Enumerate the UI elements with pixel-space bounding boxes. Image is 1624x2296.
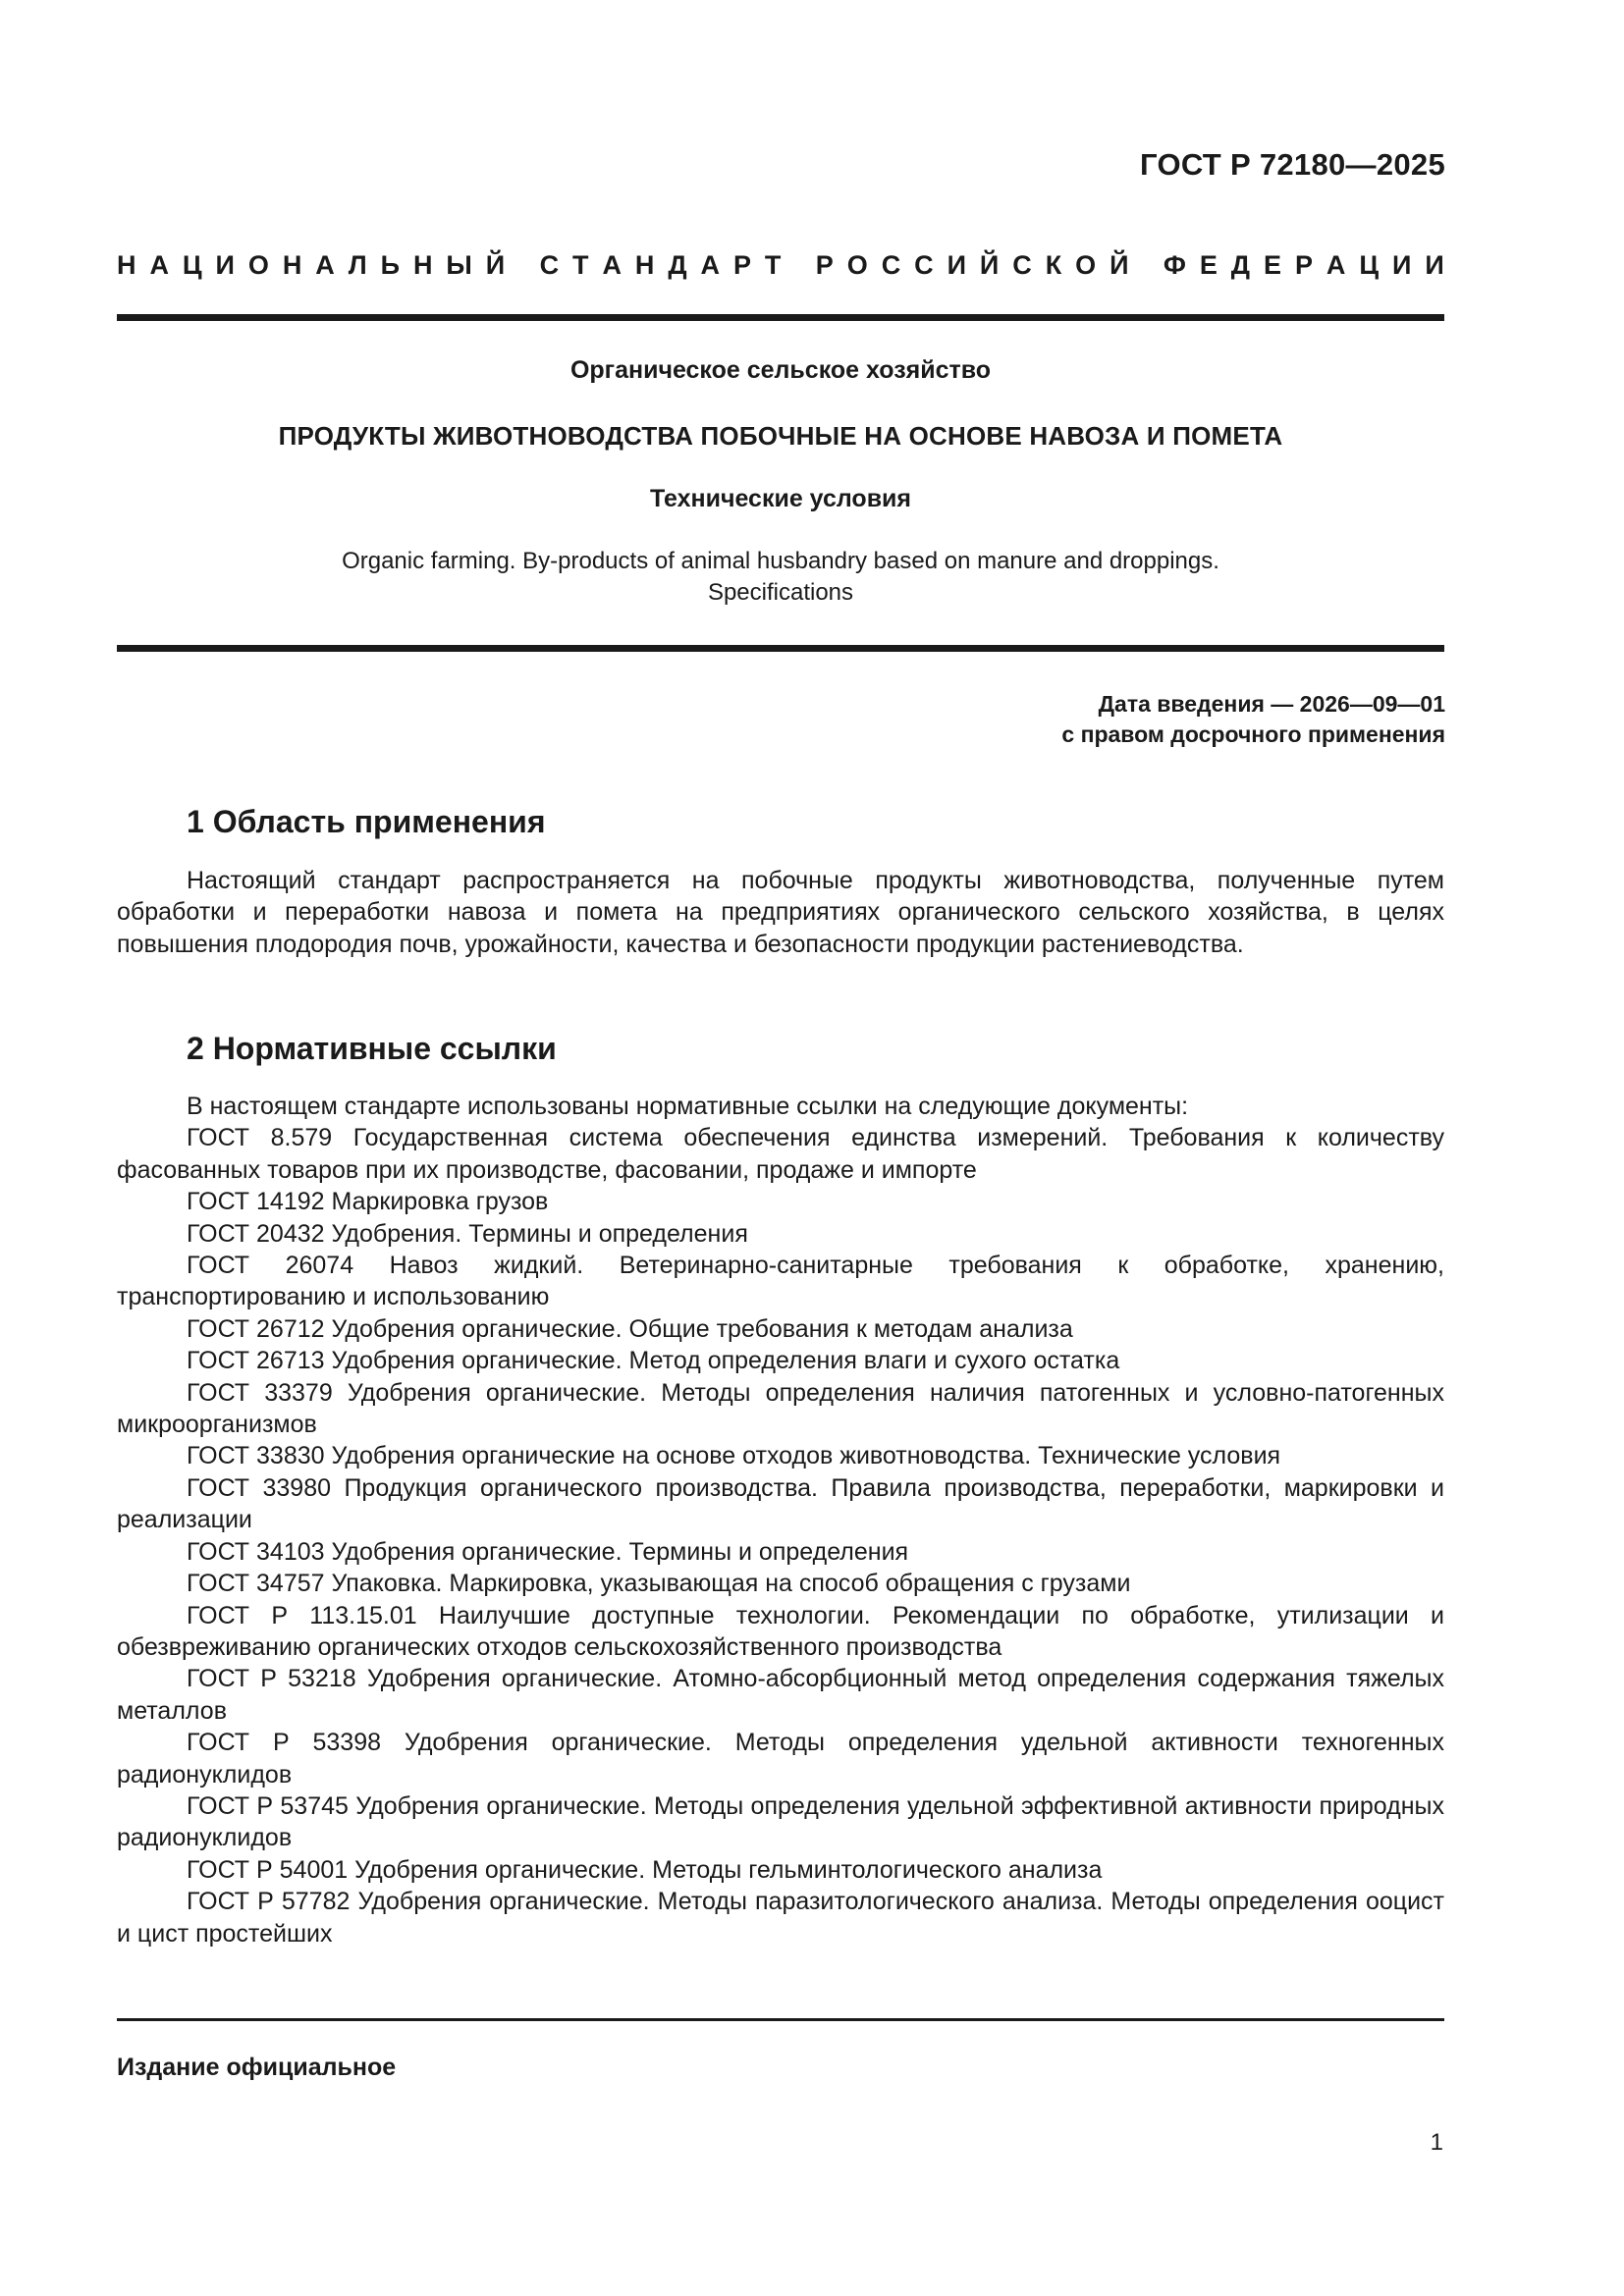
standard-type-letter: Ф [1163, 250, 1186, 280]
standard-type-letter: С [539, 250, 560, 280]
introduction-date-block [1061, 689, 1445, 750]
standard-type-letter: Р [815, 250, 834, 280]
standard-type-letter: А [1326, 250, 1346, 280]
standard-type-letter: Р [732, 250, 751, 280]
section-2-body [117, 1091, 1444, 1949]
standard-type-letter: Д [1230, 250, 1251, 280]
standard-type-letter: И [947, 250, 966, 280]
reference-item: ГОСТ 26712 Удобрения органические. Общие требования к методам анализа [187, 1314, 1073, 1343]
standard-type-letter: А [602, 250, 622, 280]
standard-type-letter: И [1392, 250, 1412, 280]
reference-item: ГОСТ 33379 Удобрения органические. Методы определения наличия патогенных и условно-патогенных микроорганизмов [117, 1378, 1444, 1439]
standard-type-letter: Ь [380, 250, 401, 280]
standard-type-letter: К [1045, 250, 1062, 280]
standard-type-letter: О [247, 250, 269, 280]
section-2-heading: 2 Нормативные ссылки [187, 1031, 557, 1066]
reference-item: ГОСТ Р 53398 Удобрения органические. Методы определения удельной активности техногенных радионуклидов [117, 1729, 1444, 1789]
reference-item: ГОСТ Р 53745 Удобрения органические. Методы определения удельной эффективной активности природных радионуклидов [117, 1791, 1444, 1852]
reference-item: ГОСТ 33980 Продукция органического производства. Правила производства, переработки, маркировки и реализации [117, 1473, 1444, 1534]
reference-item: ГОСТ 8.579 Государственная система обеспечения единства измерений. Требования к количеству фасованных товаров при их производстве, фасовании, продаже и импорте [117, 1124, 1444, 1184]
reference-item: ГОСТ 26074 Навоз жидкий. Ветеринарно-санитарные требования к обработке, хранению, транспортированию и использованию [117, 1252, 1444, 1311]
early-application-note: с правом досрочного применения [1061, 721, 1445, 747]
reference-item: ГОСТ 20432 Удобрения. Термины и определения [187, 1219, 748, 1248]
edition-label: Издание официальное [117, 2054, 397, 2081]
section-1-paragraph: Настоящий стандарт распространяется на побочные продукты животноводства, полученные путем обработки и переработки навоза и помета на предприятиях органического сельского хозяйства, в целях повышения плодородия почв, урожайности, качества и безопасности продукции растениеводства. [117, 867, 1444, 958]
section-1-body [117, 865, 1444, 960]
section-1-heading: 1 Область применения [187, 804, 546, 839]
standard-type-letter: Е [1263, 250, 1281, 280]
english-title [117, 546, 1444, 609]
standard-type-letter [1142, 250, 1150, 281]
standard-type-letter: А [315, 250, 335, 280]
standard-type-letter: Ы [446, 250, 472, 280]
english-title-line-1: Organic farming. By-products of animal husbandry based on manure and droppings. [342, 548, 1219, 574]
standard-type-letter: И [215, 250, 235, 280]
standard-type-letter: Н [282, 250, 302, 280]
standard-type-letter: О [1075, 250, 1097, 280]
standard-type-letter: Н [117, 250, 136, 280]
reference-item: ГОСТ 34757 Упаковка. Маркировка, указывающая на способ обращения с грузами [187, 1570, 1131, 1598]
standard-type-letter: Й [979, 250, 1000, 280]
standard-type-letter: О [846, 250, 868, 280]
standard-type-letter: Р [1294, 250, 1313, 280]
standard-type-letter: Й [1110, 250, 1129, 280]
reference-item: ГОСТ Р 54001 Удобрения органические. Методы гельминтологического анализа [187, 1855, 1103, 1884]
reference-item: ГОСТ Р 57782 Удобрения органические. Методы паразитологического анализа. Методы определения ооцист и цист простейших [117, 1888, 1444, 1948]
gost-number: ГОСТ Р 72180—2025 [1140, 147, 1445, 182]
document-main-title: ПРОДУКТЫ ЖИВОТНОВОДСТВА ПОБОЧНЫЕ НА ОСНОВЕ НАВОЗА И ПОМЕТА [278, 421, 1283, 451]
footer-rule [117, 2018, 1444, 2021]
reference-item: ГОСТ 34103 Удобрения органические. Термины и определения [187, 1537, 909, 1566]
standard-type-letter: А [149, 250, 169, 280]
standard-type-letter: Й [485, 250, 506, 280]
standard-type-letter: А [700, 250, 720, 280]
standard-type-letter: С [914, 250, 934, 280]
standard-type-letter: Д [668, 250, 687, 280]
standard-type-title [117, 250, 1444, 281]
standard-type-letter: Е [1199, 250, 1218, 280]
references-list [117, 1122, 1444, 1949]
section-2-intro: В настоящем стандарте использованы нормативные ссылки на следующие документы: [187, 1093, 1189, 1120]
english-title-line-2: Specifications [707, 579, 854, 606]
standard-type-letter [518, 250, 526, 281]
standard-type-letter: Т [572, 250, 589, 280]
standard-type-letter: Л [348, 250, 367, 280]
standard-type-letter [794, 250, 802, 281]
introduction-date: Дата введения — 2026—09—01 [1098, 691, 1445, 717]
standard-type-letter: Т [764, 250, 782, 280]
standard-type-letter: Ц [1359, 250, 1380, 280]
reference-item: ГОСТ Р 53218 Удобрения органические. Атомно-абсорбционный метод определения содержания тяжелых металлов [117, 1665, 1444, 1725]
standard-type-letter: И [1425, 250, 1444, 280]
standard-type-letter: Ц [182, 250, 202, 280]
page-number: 1 [1430, 2129, 1443, 2156]
standard-type-letter: С [1012, 250, 1032, 280]
header-rule-top [117, 314, 1444, 321]
standard-type-letter: Н [412, 250, 433, 280]
reference-item: ГОСТ Р 113.15.01 Наилучшие доступные технологии. Рекомендации по обработке, утилизации и обезвреживанию органических отходов сельскохозяйственного производства [117, 1601, 1444, 1661]
standard-type-letter: С [881, 250, 901, 280]
reference-item: ГОСТ 26713 Удобрения органические. Метод определения влаги и сухого остатка [187, 1347, 1120, 1375]
document-kind: Технические условия [649, 485, 912, 512]
document-subject: Органическое сельское хозяйство [569, 356, 992, 384]
title-rule-bottom [117, 645, 1444, 652]
reference-item: ГОСТ 14192 Маркировка грузов [187, 1188, 549, 1216]
reference-item: ГОСТ 33830 Удобрения органические на основе отходов животноводства. Технические условия [187, 1442, 1281, 1470]
standard-type-letter: Н [634, 250, 655, 280]
